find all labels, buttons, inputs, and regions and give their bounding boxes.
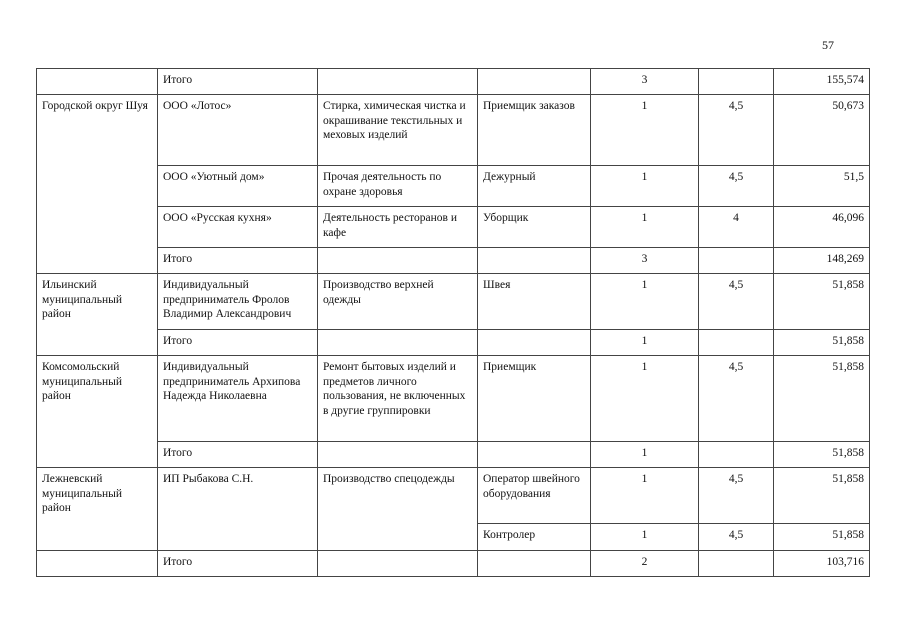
table-row	[37, 95, 870, 166]
org-cell: ООО «Русская кухня»	[158, 207, 318, 248]
value-cell: 51,858	[774, 274, 870, 330]
region-cell: Комсомольский муниципальный район	[37, 356, 158, 468]
activity-cell	[318, 442, 478, 468]
region-cell: Ильинский муниципальный район	[37, 274, 158, 356]
activity-cell: Производство верхней одежды	[318, 274, 478, 330]
data-table	[36, 68, 870, 577]
activity-cell	[318, 330, 478, 356]
table-row	[37, 356, 870, 442]
count-cell: 1	[591, 274, 699, 330]
position-cell	[478, 442, 591, 468]
table-row	[37, 442, 870, 468]
region-cell	[37, 551, 158, 577]
position-cell: Оператор швейного оборудования	[478, 468, 591, 524]
region-cell: Городской округ Шуя	[37, 95, 158, 274]
value-cell: 50,673	[774, 95, 870, 166]
value-cell: 51,5	[774, 166, 870, 207]
rate-cell	[699, 248, 774, 274]
value-cell: 103,716	[774, 551, 870, 577]
value-cell: 148,269	[774, 248, 870, 274]
rate-cell	[699, 551, 774, 577]
position-cell	[478, 248, 591, 274]
position-cell: Приемщик	[478, 356, 591, 442]
table-row	[37, 166, 870, 207]
org-cell: Индивидуальный предприниматель Фролов Владимир Александрович	[158, 274, 318, 330]
table-row	[37, 207, 870, 248]
rate-cell: 4,5	[699, 468, 774, 524]
table-row	[37, 274, 870, 330]
rate-cell: 4	[699, 207, 774, 248]
value-cell: 46,096	[774, 207, 870, 248]
table-row	[37, 330, 870, 356]
count-cell: 1	[591, 356, 699, 442]
org-cell: Итого	[158, 248, 318, 274]
rate-cell	[699, 69, 774, 95]
region-cell	[37, 69, 158, 95]
count-cell: 1	[591, 207, 699, 248]
org-cell: Индивидуальный предприниматель Архипова Надежда Николаевна	[158, 356, 318, 442]
org-cell: ООО «Уютный дом»	[158, 166, 318, 207]
position-cell	[478, 551, 591, 577]
rate-cell	[699, 442, 774, 468]
activity-cell: Ремонт бытовых изделий и предметов личного пользования, не включенных в другие группировки	[318, 356, 478, 442]
table-row	[37, 248, 870, 274]
table-row	[37, 468, 870, 524]
position-cell: Контролер	[478, 524, 591, 551]
position-cell: Приемщик заказов	[478, 95, 591, 166]
org-cell: Итого	[158, 69, 318, 95]
org-cell: Итого	[158, 551, 318, 577]
count-cell: 2	[591, 551, 699, 577]
org-cell: ООО «Лотос»	[158, 95, 318, 166]
activity-cell: Производство спецодежды	[318, 468, 478, 551]
page-number: 57	[822, 38, 834, 52]
rate-cell: 4,5	[699, 274, 774, 330]
org-cell: Итого	[158, 442, 318, 468]
region-cell: Лежневский муниципальный район	[37, 468, 158, 551]
value-cell: 51,858	[774, 524, 870, 551]
value-cell: 51,858	[774, 330, 870, 356]
count-cell: 1	[591, 95, 699, 166]
activity-cell	[318, 551, 478, 577]
position-cell: Уборщик	[478, 207, 591, 248]
position-cell	[478, 69, 591, 95]
count-cell: 3	[591, 69, 699, 95]
count-cell: 1	[591, 166, 699, 207]
activity-cell: Деятельность ресторанов и кафе	[318, 207, 478, 248]
value-cell: 51,858	[774, 468, 870, 524]
table-row	[37, 551, 870, 577]
count-cell: 3	[591, 248, 699, 274]
value-cell: 155,574	[774, 69, 870, 95]
value-cell: 51,858	[774, 442, 870, 468]
count-cell: 1	[591, 524, 699, 551]
activity-cell	[318, 248, 478, 274]
org-cell: ИП Рыбакова С.Н.	[158, 468, 318, 551]
position-cell: Дежурный	[478, 166, 591, 207]
rate-cell: 4,5	[699, 524, 774, 551]
count-cell: 1	[591, 330, 699, 356]
rate-cell: 4,5	[699, 95, 774, 166]
rate-cell: 4,5	[699, 166, 774, 207]
position-cell: Швея	[478, 274, 591, 330]
rate-cell: 4,5	[699, 356, 774, 442]
rate-cell	[699, 330, 774, 356]
position-cell	[478, 330, 591, 356]
count-cell: 1	[591, 468, 699, 524]
count-cell: 1	[591, 442, 699, 468]
activity-cell	[318, 69, 478, 95]
activity-cell: Прочая деятельность по охране здоровья	[318, 166, 478, 207]
org-cell: Итого	[158, 330, 318, 356]
table-row	[37, 69, 870, 95]
activity-cell: Стирка, химическая чистка и окрашивание текстильных и меховых изделий	[318, 95, 478, 166]
value-cell: 51,858	[774, 356, 870, 442]
